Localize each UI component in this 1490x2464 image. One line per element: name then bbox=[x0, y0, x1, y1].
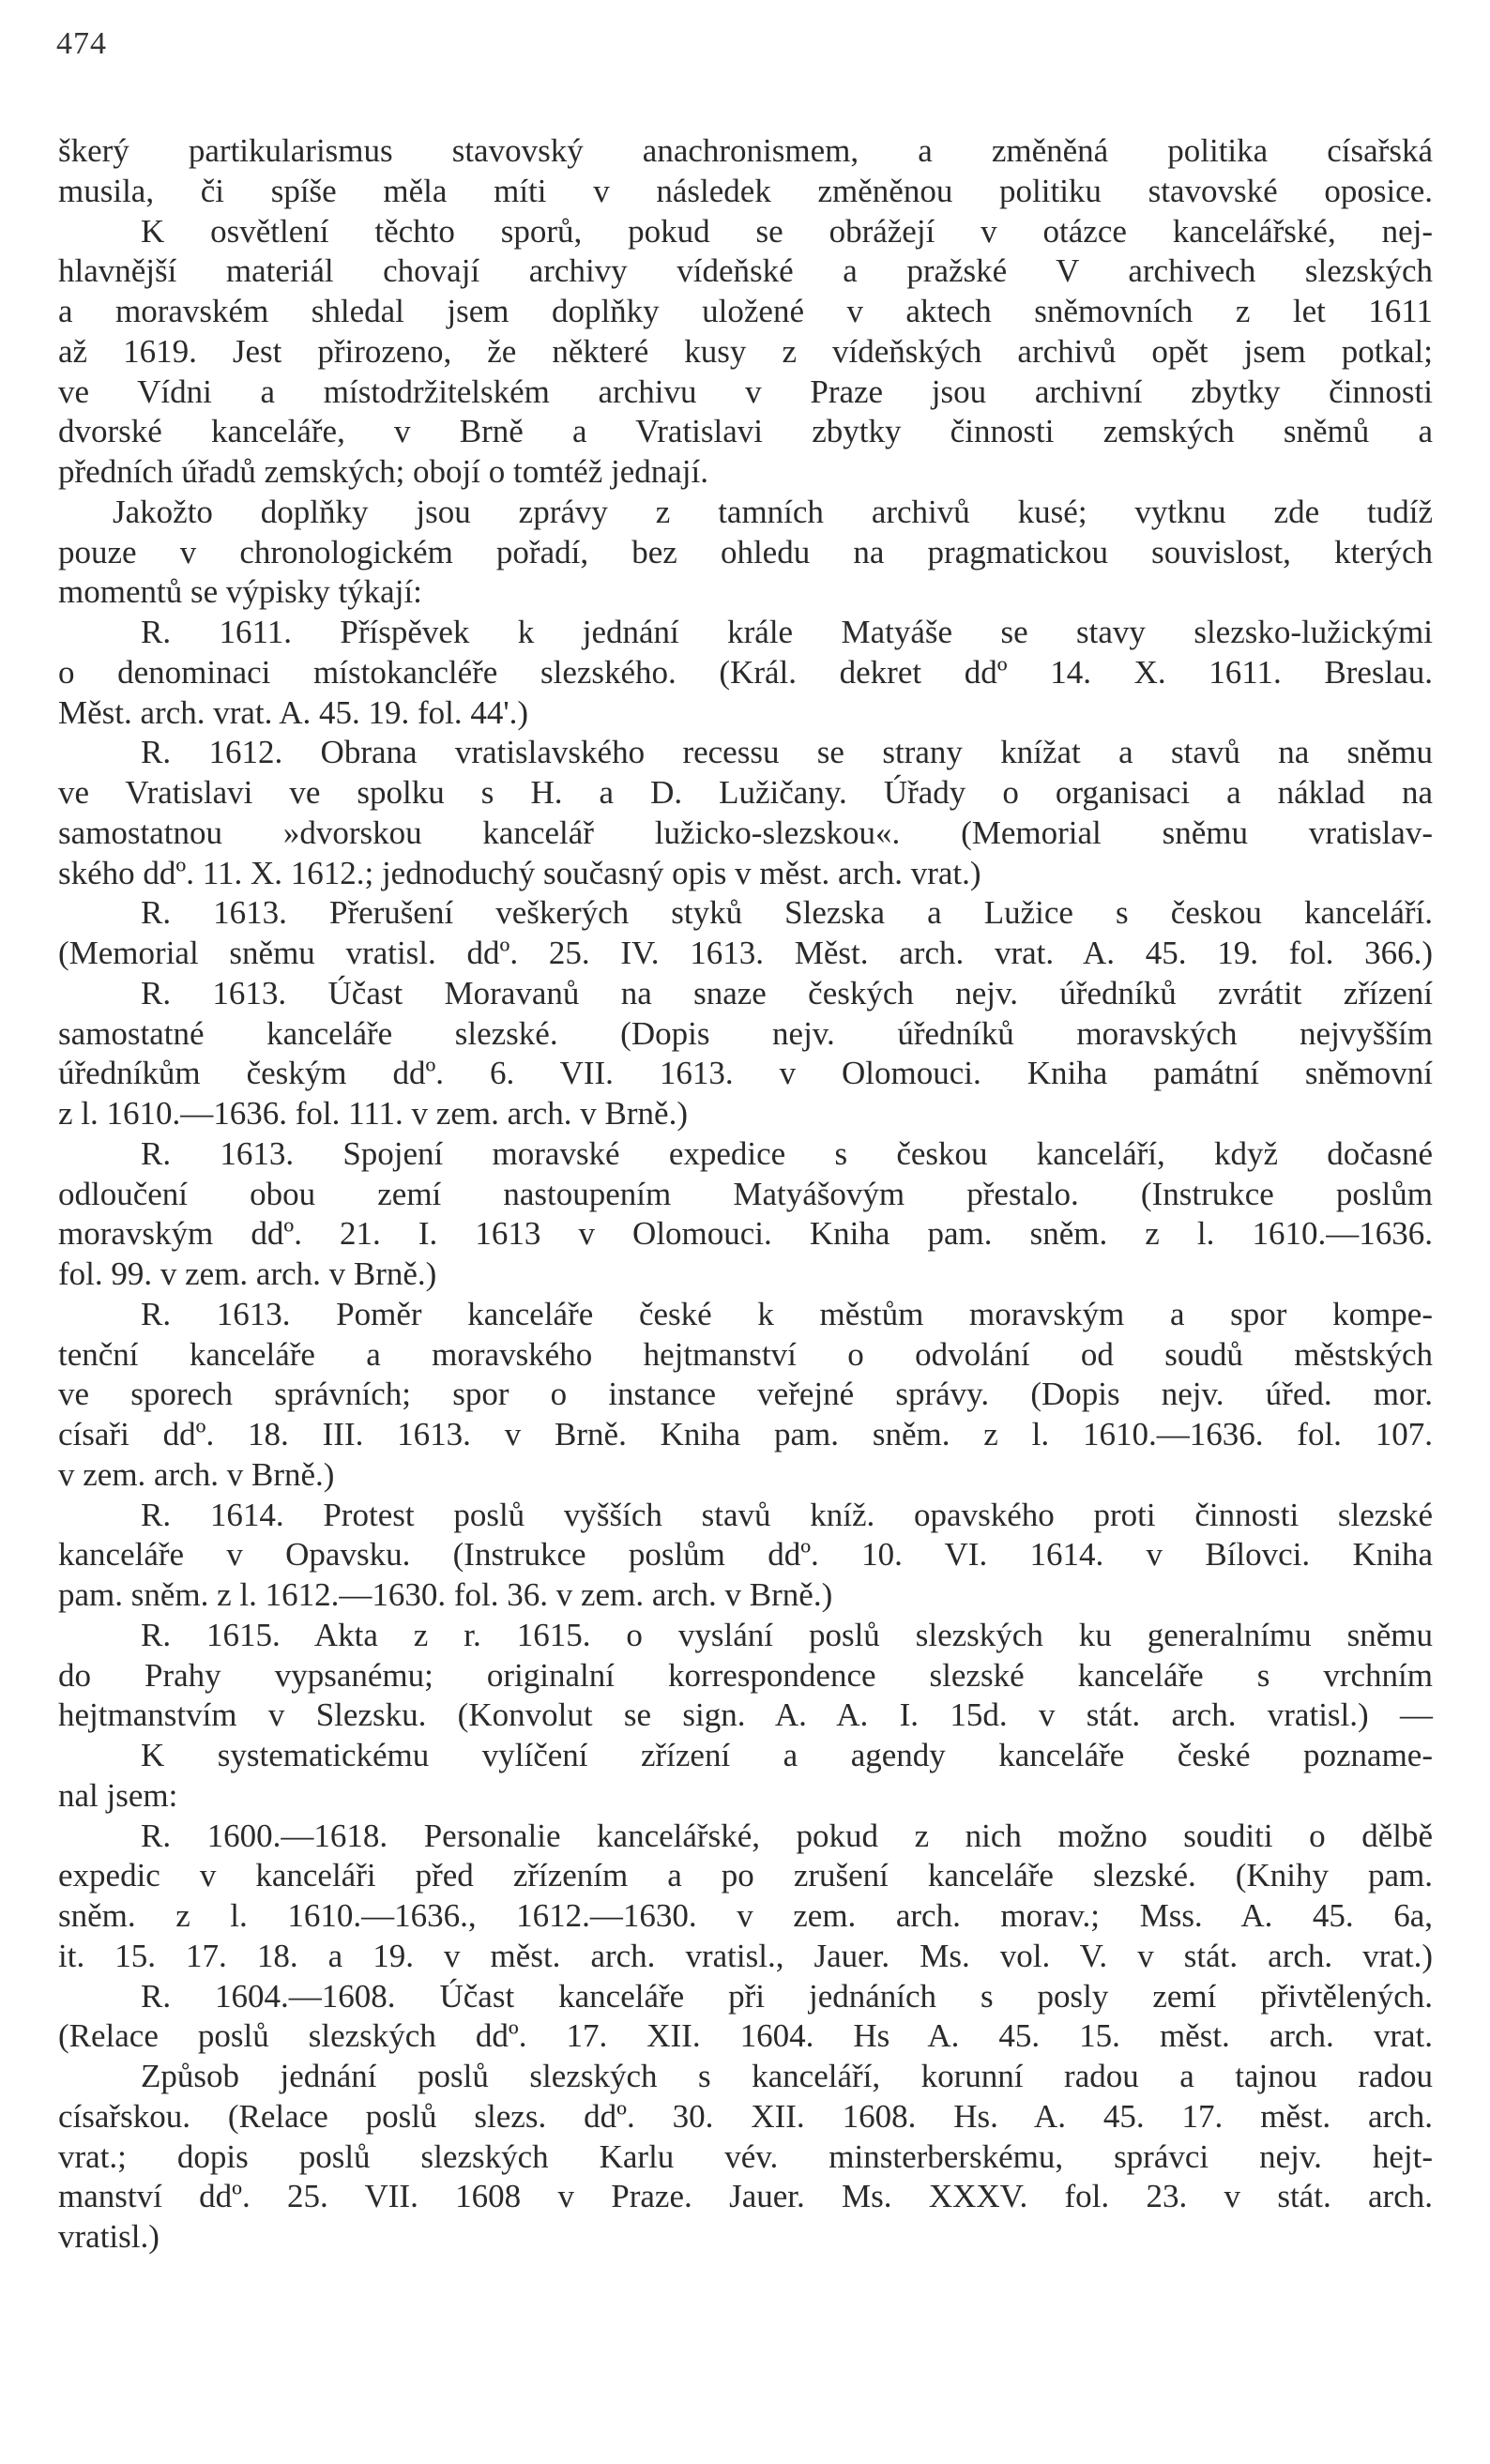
text-line: Jakožto doplňky jsou zprávy z tamních archivů kusé; vytknu zde tudíž bbox=[113, 493, 1433, 530]
text-line: škerý partikularismus stavovský anachronismem, a změněná politika císařská bbox=[58, 132, 1433, 169]
text-line: samostatné kanceláře slezské. (Dopis nejv. úředníků moravských nejvyšším bbox=[58, 1014, 1433, 1052]
text-line: R. 1613. Přerušení veškerých styků Slezska a Lužice s českou kanceláří. bbox=[141, 894, 1433, 932]
text-line: R. 1614. Protest poslů vyšších stavů kníž. opavského proti činnosti slezské bbox=[141, 1496, 1433, 1533]
text-line: kanceláře v Opavsku. (Instrukce poslům ddº. 10. VI. 1614. v Bílovci. Kniha bbox=[58, 1536, 1433, 1574]
page-number: 474 bbox=[56, 26, 107, 61]
text-line: hejtmanstvím v Slezsku. (Konvolut se sign. A. A. I. 15d. v stát. arch. vratisl.) — bbox=[58, 1696, 1433, 1734]
text-line: odloučení obou zemí nastoupením Matyášovým přestalo. (Instrukce poslům bbox=[58, 1175, 1433, 1212]
text-line: až 1619. Jest přirozeno, že některé kusy z vídeňských archivů opět jsem potkal; bbox=[58, 332, 1433, 370]
text-line: R. 1611. Příspěvek k jednání krále Matyáše se stavy slezsko-lužickými bbox=[141, 614, 1433, 650]
text-line: Způsob jednání poslů slezských s kanceláří, korunní radou a tajnou radou bbox=[141, 2058, 1433, 2094]
text-line: (Memorial sněmu vratisl. ddº. 25. IV. 1613. Měst. arch. vrat. A. 45. 19. fol. 366.) bbox=[58, 935, 1433, 971]
text-line: pam. sněm. z l. 1612.—1630. fol. 36. v zem. arch. v Brně.) bbox=[58, 1576, 833, 1613]
text-line: do Prahy vypsanému; originalní korrespondence slezské kanceláře s vrchním bbox=[58, 1656, 1433, 1694]
text-line: expedic v kanceláři před zřízením a po zrušení kanceláře slezské. (Knihy pam. bbox=[58, 1857, 1433, 1894]
body-text bbox=[58, 131, 1433, 2258]
text-line: ve sporech správních; spor o instance veřejné správy. (Dopis nejv. úřed. mor. bbox=[58, 1376, 1433, 1413]
text-line: císařskou. (Relace poslů slezs. ddº. 30. XII. 1608. Hs. A. 45. 17. měst. arch. bbox=[58, 2097, 1433, 2135]
text-line: z l. 1610.—1636. fol. 111. v zem. arch. v Brně.) bbox=[58, 1095, 688, 1132]
text-line: R. 1613. Spojení moravské expedice s českou kanceláří, když dočasné bbox=[141, 1134, 1433, 1172]
text-line: vratisl.) bbox=[58, 2218, 160, 2255]
text-line: K osvětlení těchto sporů, pokud se obrážejí v otázce kancelářské, nej- bbox=[141, 212, 1433, 250]
text-line: manství ddº. 25. VII. 1608 v Praze. Jauer. Ms. XXXV. fol. 23. v stát. arch. bbox=[58, 2178, 1433, 2215]
text-line: K systematickému vylíčení zřízení a agendy kanceláře české poznamе- bbox=[141, 1737, 1433, 1773]
text-line: R. 1612. Obrana vratislavského recessu se strany knížat a stavů na sněmu bbox=[141, 734, 1433, 771]
text-line: dvorské kanceláře, v Brně a Vratislavi zbytky činnosti zemských sněmů a bbox=[58, 413, 1433, 450]
text-line: úředníkům českým ddº. 6. VII. 1613. v Olomouci. Kniha památní sněmovní bbox=[58, 1055, 1433, 1092]
text-line: musila, či spíše měla míti v následek změněnou politiku stavovské oposice. bbox=[58, 172, 1433, 209]
text-line: R. 1615. Akta z r. 1615. o vyslání poslů slezských ku generalnímu sněmu bbox=[141, 1616, 1433, 1653]
text-line: fol. 99. v zem. arch. v Brně.) bbox=[58, 1255, 437, 1292]
text-line: sněm. z l. 1610.—1636., 1612.—1630. v zem. arch. morav.; Mss. A. 45. 6a, bbox=[58, 1897, 1433, 1934]
text-line: pouze v chronologickém pořadí, bez ohledu na pragmatickou souvislost, kterých bbox=[58, 533, 1433, 570]
text-line: R. 1613. Účast Moravanů na snaze českých nejv. úředníků zvrátit zřízení bbox=[141, 974, 1433, 1011]
text-line: ve Vratislavi ve spolku s H. a D. Lužičany. Úřady o organisaci a náklad na bbox=[58, 774, 1433, 811]
text-line: R. 1604.—1608. Účast kanceláře při jednáních s posly zemí přivtělených. bbox=[141, 1977, 1433, 2015]
text-line: moravským ddº. 21. I. 1613 v Olomouci. Kniha pam. sněm. z l. 1610.—1636. bbox=[58, 1215, 1433, 1253]
text-line: císaři ddº. 18. III. 1613. v Brně. Kniha pam. sněm. z l. 1610.—1636. fol. 107. bbox=[58, 1416, 1433, 1453]
text-line: předních úřadů zemských; obojí o tomtéž jednají. bbox=[58, 453, 708, 490]
text-line: o denominaci místokancléře slezského. (Král. dekret ddº 14. X. 1611. Breslau. bbox=[58, 653, 1433, 691]
text-line: nal jsem: bbox=[58, 1776, 178, 1814]
text-line: ského ddº. 11. X. 1612.; jednoduchý současný opis v měst. arch. vrat.) bbox=[58, 854, 981, 891]
text-line: it. 15. 17. 18. a 19. v měst. arch. vratisl., Jauer. Ms. vol. V. v stát. arch. vrat.) bbox=[58, 1937, 1433, 1974]
text-line: a moravském shledal jsem doplňky uložené v aktech sněmovních z let 1611 bbox=[58, 293, 1433, 329]
text-line: momentů se výpisky týkají: bbox=[58, 573, 422, 611]
text-line: R. 1600.—1618. Personalie kancelářské, pokud z nich možno souditi o dělbě bbox=[141, 1817, 1433, 1854]
text-line: ve Vídni a místodržitelském archivu v Praze jsou archivní zbytky činnosti bbox=[58, 373, 1433, 410]
text-line: (Relace poslů slezských ddº. 17. XII. 1604. Hs A. 45. 15. měst. arch. vrat. bbox=[58, 2017, 1433, 2055]
text-line: tenční kanceláře a moravského hejtmanství o odvolání od soudů městských bbox=[58, 1335, 1433, 1373]
text-line: vrat.; dopis poslů slezských Karlu vév. minsterberskému, správci nejv. hejt- bbox=[58, 2137, 1433, 2175]
text-line: hlavnější materiál chovají archivy vídeňské a pražské V archivech slezských bbox=[58, 252, 1433, 290]
text-line: v zem. arch. v Brně.) bbox=[58, 1455, 335, 1493]
text-line: R. 1613. Poměr kanceláře české k městům moravským a spor kompe- bbox=[141, 1295, 1433, 1332]
text-line: samostatnou »dvorskou kancelář lužicko-slezskou«. (Memorial sněmu vratislav- bbox=[58, 814, 1433, 851]
text-line: Měst. arch. vrat. A. 45. 19. fol. 44'.) bbox=[58, 693, 529, 731]
